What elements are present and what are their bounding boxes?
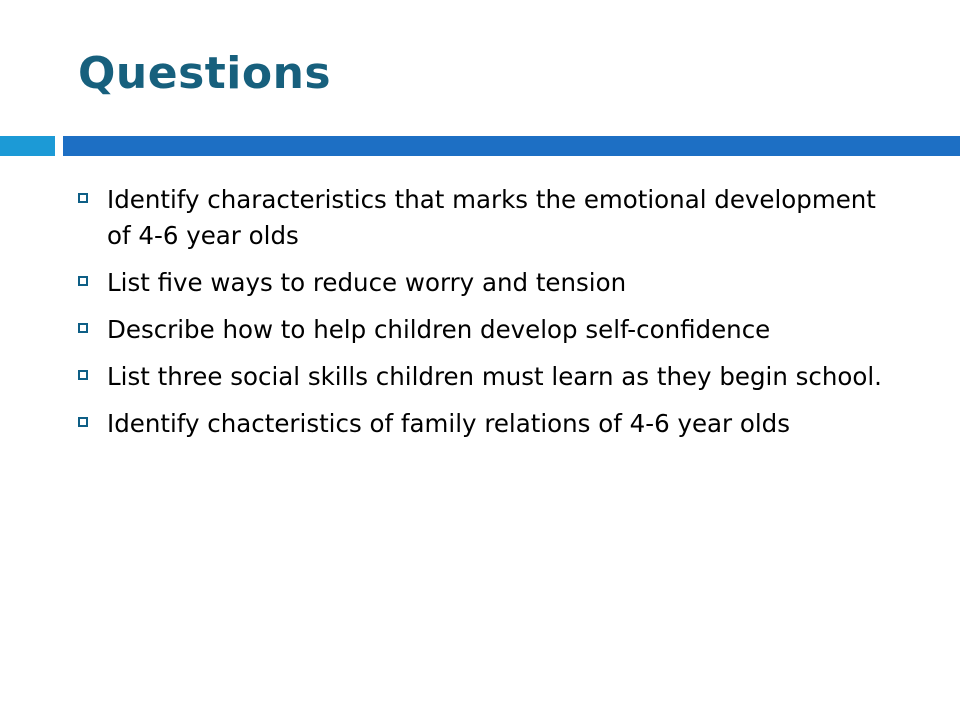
bullet-text: List three social skills children must learn as they begin school.: [107, 362, 882, 391]
hollow-square-bullet-icon: [78, 417, 88, 427]
slide-title: Questions: [78, 48, 332, 99]
bullet-text: Describe how to help children develop self-confidence: [107, 315, 771, 344]
title-rule-right: [63, 136, 960, 156]
bullet-text: Identify characteristics that marks the emotional development of 4-6 year olds: [107, 185, 876, 250]
bullet-text: Identify chacteristics of family relations of 4-6 year olds: [107, 409, 790, 438]
bullet-item: [78, 312, 898, 348]
bullet-list: [78, 182, 898, 453]
bullet-item: [78, 182, 898, 254]
hollow-square-bullet-icon: [78, 370, 88, 380]
title-rule-left: [0, 136, 55, 156]
hollow-square-bullet-icon: [78, 323, 88, 333]
hollow-square-bullet-icon: [78, 193, 88, 203]
bullet-item: [78, 359, 898, 395]
bullet-item: [78, 406, 898, 442]
bullet-text: List five ways to reduce worry and tension: [107, 268, 627, 297]
bullet-item: [78, 265, 898, 301]
hollow-square-bullet-icon: [78, 276, 88, 286]
